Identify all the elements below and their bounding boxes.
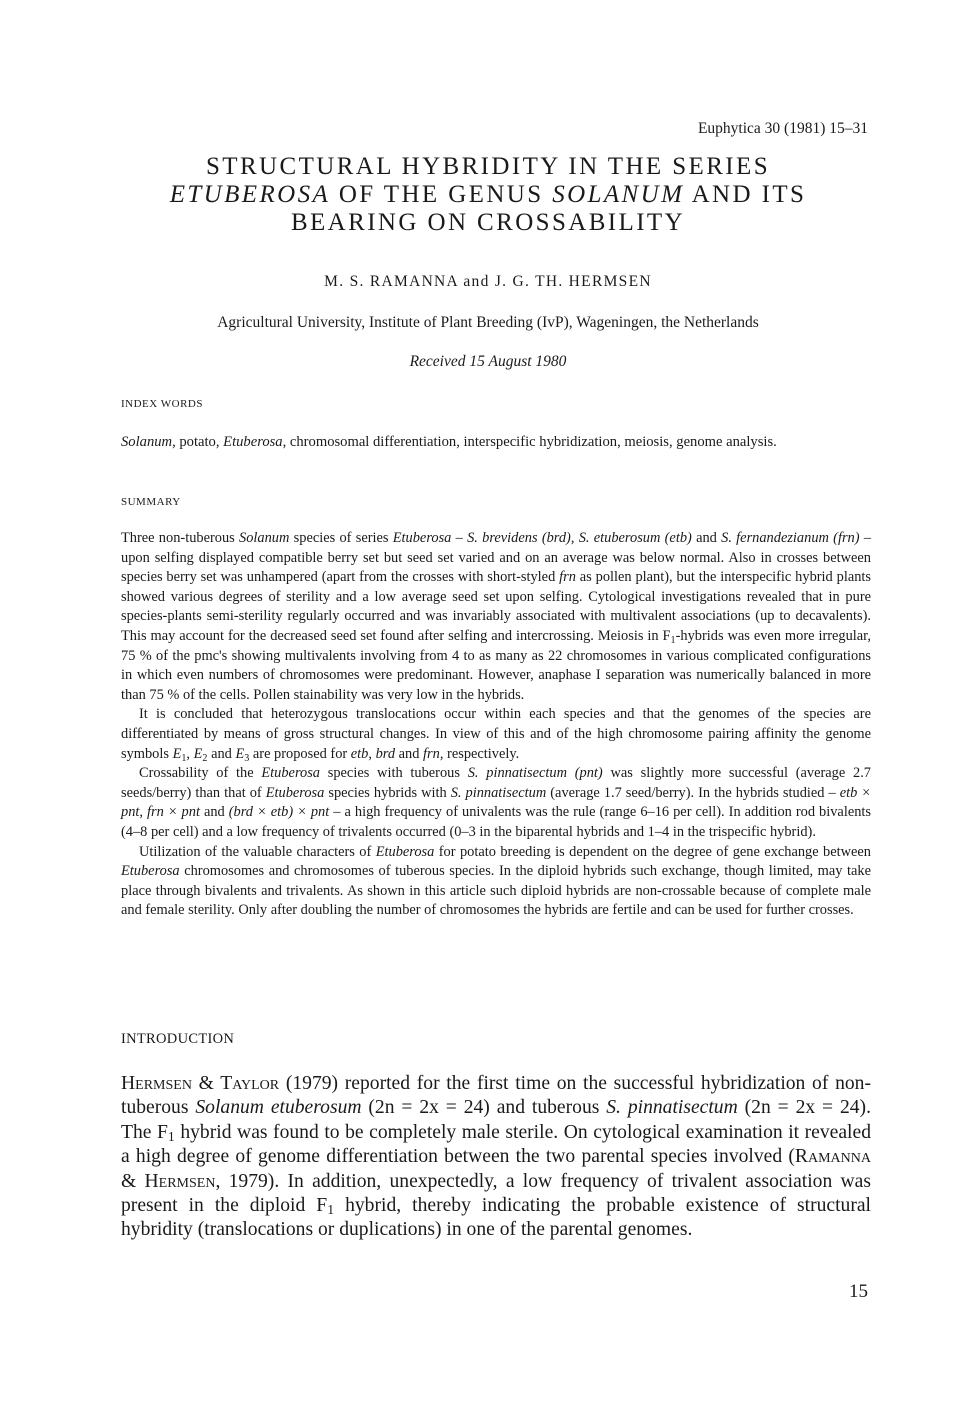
summary-paragraph: Utilization of the valuable characters of Etuberosa for potato breeding is dependent on the degree of gene exchange between Etuberosa chromosomes and chromosomes of tuberous species. In the diploid hybrids such exchange, though limited, may take place through bivalents and trivalents. As shown in this article such diploid hybrids are non-crossable because of complete male and female sterility. Only after doubling the number of chromosomes the hybrids are fertile and can be used for further crosses. bbox=[121, 843, 872, 919]
journal-citation: Euphytica 30 (1981) 15–31 bbox=[697, 120, 868, 137]
received-date: Received 15 August 1980 bbox=[409, 353, 567, 370]
introduction-body bbox=[121, 1072, 871, 1243]
summary-paragraph: It is concluded that heterozygous translocations occur within each species and that the genomes of the species are differentiated by means of gross structural changes. In view of this and of the high chromosome pairing affinity the genome symbols $E_1$, $E_2$ and $E_3$ are proposed for etb, brd and frn, respectively. bbox=[121, 706, 871, 764]
summary-body bbox=[121, 529, 871, 921]
introduction-paragraph: Hermsen & Taylor (1979) reported for the first time on the successful hybridization of non-tuberous Solanum etuberosum (2n = 2x = 24) and tuberous S. pinnatisectum (2n = 2x = 24). The $F_1$ hybrid was found to be completely male sterile. On cytological examination it revealed a high degree of genome differentiation between the two parental species involved (Ramanna & Hermsen, 1979). In addition, unexpectedly, a low frequency of trivalent association was present in the diploid $F_1$ hybrid, thereby indicating the probable existence of structural hybridity (translocations or duplications) in one of the parental genomes. bbox=[121, 1073, 872, 1241]
title-line-3: BEARING ON CROSSABILITY bbox=[290, 209, 686, 236]
title-line-2: ETUBEROSA OF THE GENUS SOLANUM AND ITS bbox=[169, 181, 807, 208]
summary-paragraph: Three non-tuberous Solanum species of series Etuberosa – S. brevidens (brd), S. etuberosum (etb) and S. fernandezianum (frn) – upon selfing displayed compatible berry set but seed set varied and on an average was below normal. Also in crosses between species berry set was unhampered (apart from the crosses with short-styled frn as pollen plant), but the interspecific hybrid plants showed various degrees of sterility and a low average seed set upon selfing. Cytological investigations revealed that in pure species-plants semi-sterility regularly occurred and was invariably associated with multivalent associations (up to decavalents). This may account for the decreased seed set found after selfing and intercrossing. Meiosis in $F_1$-hybrids was even more irregular, 75 % of the pmc's showing multivalents involving from 4 to as many as 22 chromosomes in various complicated configurations in which even numbers of chromosomes were predominant. However, anaphase I separation was numerically balanced in more than 75 % of the cells. Pollen stainability was very low in the hybrids. bbox=[121, 530, 872, 703]
introduction-heading: INTRODUCTION bbox=[121, 1031, 235, 1047]
page-number: 15 bbox=[849, 1281, 868, 1302]
title-line-1: STRUCTURAL HYBRIDITY IN THE SERIES bbox=[205, 153, 770, 180]
article-title bbox=[100, 153, 876, 237]
affiliation: Agricultural University, Institute of Plant Breeding (IvP), Wageningen, the Netherlands bbox=[217, 314, 759, 331]
summary-paragraph: Crossability of the Etuberosa species with tuberous S. pinnatisectum (pnt) was slightly more successful (average 2.7 seeds/berry) than that of Etuberosa species hybrids with S. pinnatisectum (average 1.7 seed/berry). In the hybrids studied – etb × pnt, frn × pnt and (brd × etb) × pnt – a high frequency of univalents was the rule (range 6–16 per cell). In addition rod bivalents (4–8 per cell) and a low frequency of trivalents occurred (0–3 in the biparental hybrids and 1–4 in the trispecific hybrid). bbox=[121, 765, 872, 840]
index-words-heading: INDEX WORDS bbox=[121, 398, 203, 410]
index-words: Solanum, potato, Etuberosa, chromosomal differentiation, interspecific hybridization, meiosis, genome analysis. bbox=[121, 434, 777, 450]
summary-heading: SUMMARY bbox=[121, 496, 181, 508]
authors: M. S. RAMANNA and J. G. TH. HERMSEN bbox=[324, 273, 652, 290]
